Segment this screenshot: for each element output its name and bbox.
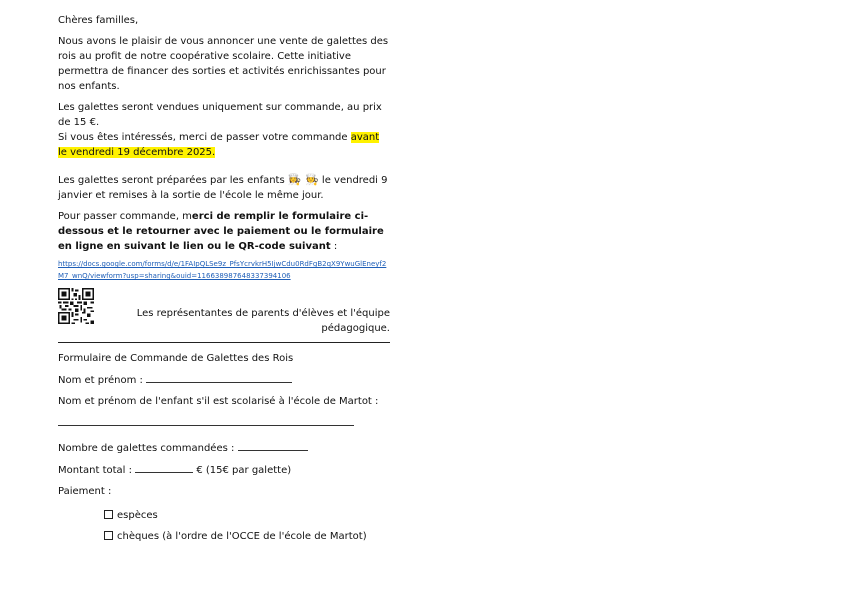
preparation-text-start: Les galettes seront préparées par les enfants xyxy=(58,175,288,186)
section-divider xyxy=(58,342,390,343)
quantity-row xyxy=(58,440,390,456)
child-name-label: Nom et prénom de l'enfant s'il est scolarisé à l'école de Martot : xyxy=(58,396,379,407)
payment-option-cash[interactable] xyxy=(104,508,390,523)
checkbox-icon[interactable] xyxy=(104,510,113,519)
name-label: Nom et prénom : xyxy=(58,375,147,386)
child-name-row xyxy=(58,415,390,431)
payment-label: Paiement : xyxy=(58,486,112,497)
total-row xyxy=(58,462,390,478)
total-suffix: € (15€ par galette) xyxy=(193,465,292,476)
child-name-field[interactable] xyxy=(58,415,354,426)
preparation-text-end: le vendredi 9 janvier et remises à la sortie de l'école le même jour. xyxy=(58,175,388,201)
order-text-start: Pour passer commande, m xyxy=(58,211,192,222)
deadline-text: Si vous êtes intéressés, merci de passer votre commande xyxy=(58,132,351,143)
name-field[interactable] xyxy=(146,372,292,383)
greeting: Chères familles, xyxy=(58,15,139,26)
google-form-link[interactable]: https://docs.google.com/forms/d/e/1FAIpQLSe9z_PfsYcrvkrH5IjwCdu0RdFgB2qX9YwuGlEneyf2M7_wnQ/viewform?usp=sharing&ouid=116638987648337394106 xyxy=(58,260,387,280)
quantity-field[interactable] xyxy=(238,440,308,451)
quantity-label: Nombre de galettes commandées : xyxy=(58,443,238,454)
order-text-end: : xyxy=(330,241,338,252)
signature-row xyxy=(58,288,390,336)
signature: Les représentantes de parents d'élèves et l'équipe pédagogique. xyxy=(136,308,390,334)
chef-emoji-icon: 👩‍🍳 🧑‍🍳 xyxy=(287,173,319,186)
name-row xyxy=(58,372,390,388)
qr-code-icon xyxy=(58,288,94,324)
order-instructions xyxy=(58,209,390,254)
checkbox-icon[interactable] xyxy=(104,531,113,540)
preparation-paragraph xyxy=(58,172,390,203)
price-text: Les galettes seront vendues uniquement sur commande, au prix de 15 €. xyxy=(58,102,382,128)
order-text-bold: erci de remplir le formulaire ci-dessous et le retourner avec le paiement ou le formulaire en ligne en suivant le lien ou le QR-code suivant xyxy=(58,211,384,252)
deadline-highlight: avant le vendredi 19 décembre 2025. xyxy=(58,132,380,158)
cash-label: espèces xyxy=(117,510,158,521)
total-label: Montant total : xyxy=(58,465,136,476)
check-label: chèques (à l'ordre de l'OCCE de l'école de Martot) xyxy=(117,531,367,542)
payment-option-check[interactable] xyxy=(104,529,390,544)
letter-page xyxy=(58,13,390,550)
total-field[interactable] xyxy=(135,462,193,473)
price-paragraph xyxy=(58,100,390,160)
intro-paragraph: Nous avons le plaisir de vous annoncer une vente de galettes des rois au profit de notre coopérative scolaire. Cette initiative permettra de financer des sorties et activités enrichissantes pour nos enfants. xyxy=(58,36,389,92)
form-title: Formulaire de Commande de Galettes des Rois xyxy=(58,353,294,364)
